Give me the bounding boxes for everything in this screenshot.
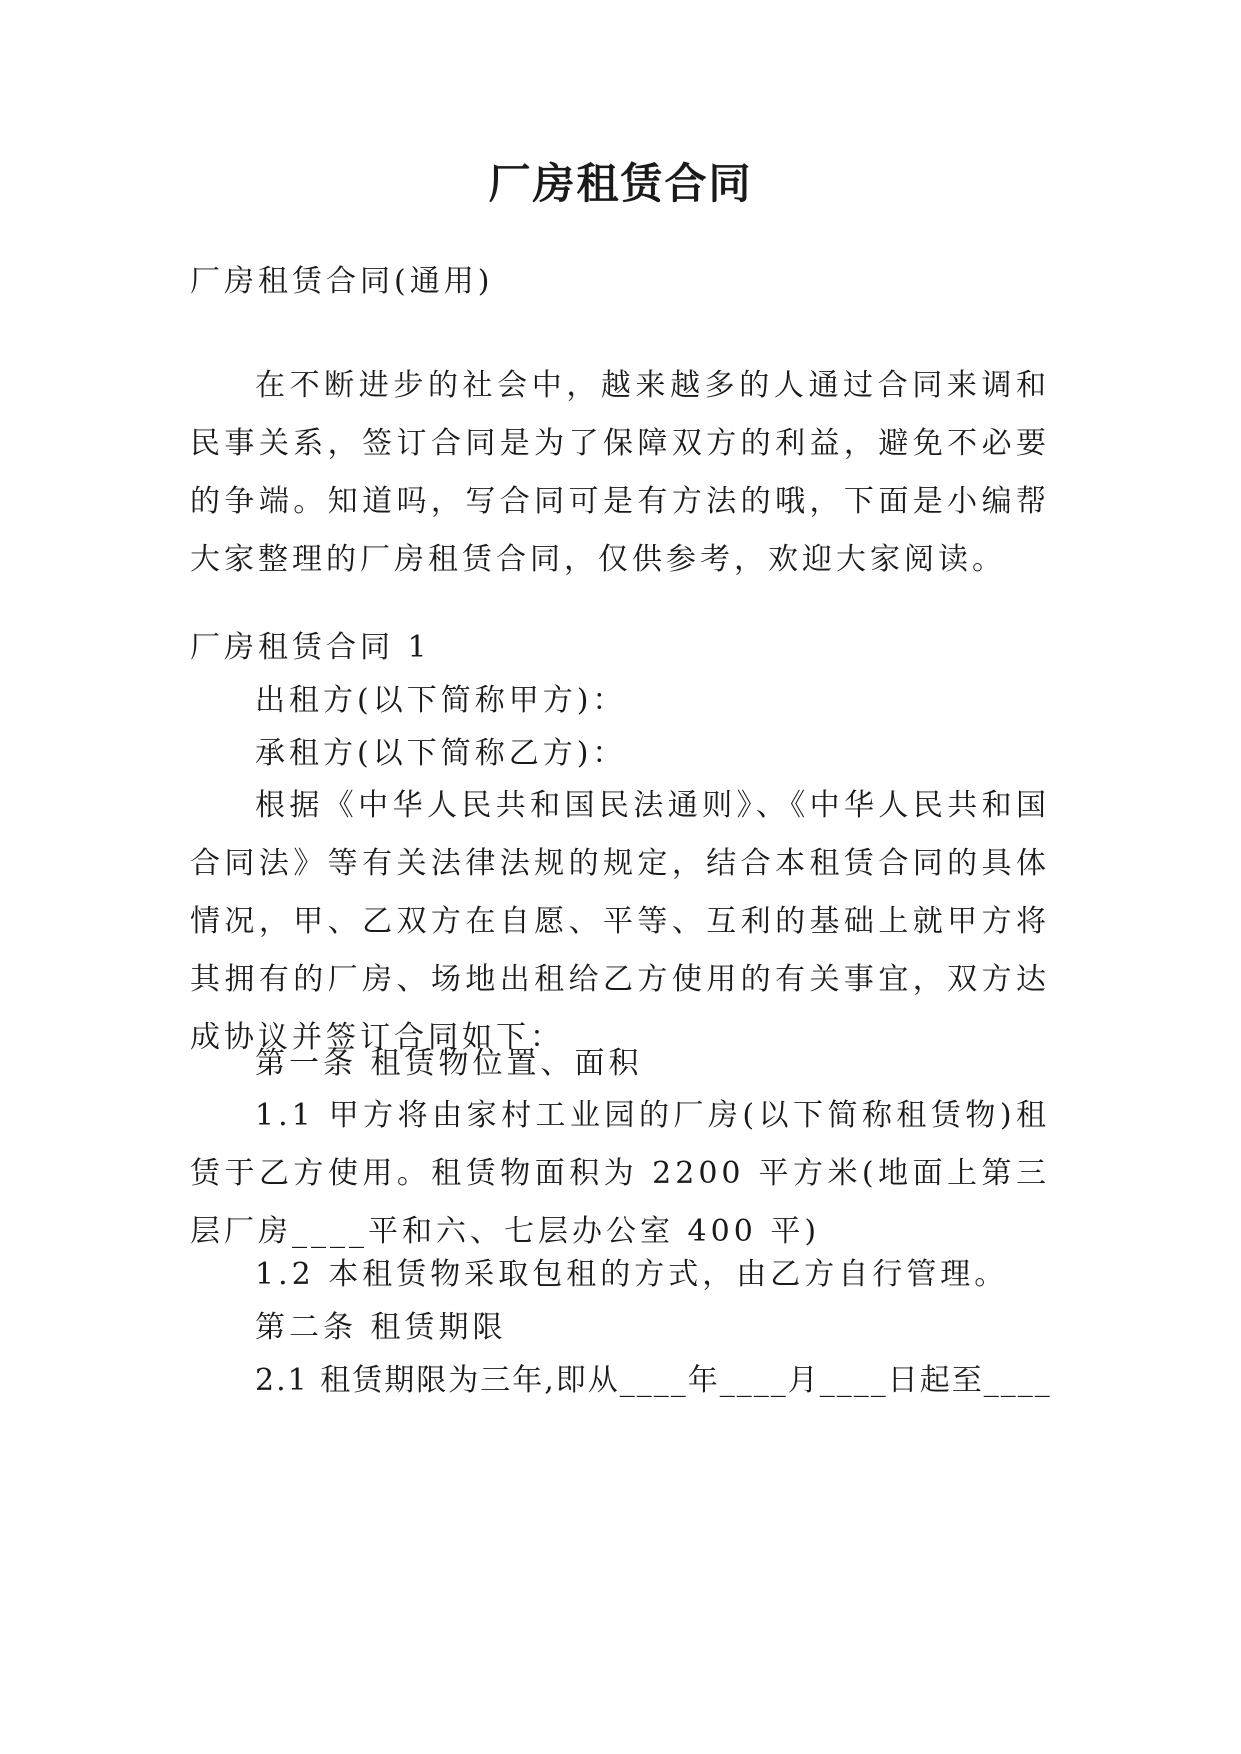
document-title: 厂房租赁合同 (488, 159, 753, 208)
lessor-line: 出租方(以下简称甲方)： (255, 683, 627, 718)
section-heading: 厂房租赁合同 1 (190, 630, 431, 665)
clause-1-2: 1.2 本租赁物采取包租的方式，由乙方自行管理。 (255, 1257, 1009, 1292)
intro-paragraph: 在不断进步的社会中，越来越多的人通过合同来调和民事关系，签订合同是为了保障双方的利益，避免不必要的争端。知道吗，写合同可是有方法的哦，下面是小编帮大家整理的厂房租赁合同，仅供参考，欢迎大家阅读。 (190, 368, 1050, 577)
clause-2-1: 2.1 租赁期限为三年,即从____年____月____日起至____ (255, 1363, 1052, 1398)
clause-1-1: 1.1 甲方将由家村工业园的厂房(以下简称租赁物)租赁于乙方使用。租赁物面积为 2200 平方米(地面上第三层厂房____平和六、七层办公室 400 平) (190, 1098, 1050, 1249)
document-subtitle: 厂房租赁合同(通用) (190, 264, 494, 299)
lessee-line: 承租方(以下简称乙方)： (255, 736, 627, 771)
article-1-title: 第一条 租赁物位置、面积 (255, 1046, 643, 1081)
basis-paragraph: 根据《中华人民共和国民法通则》、《中华人民共和国合同法》等有关法律法规的规定，结合本租赁合同的具体情况，甲、乙双方在自愿、平等、互利的基础上就甲方将其拥有的厂房、场地出租给乙方使用的有关事宜，双方达成协议并签订合同如下： (190, 788, 1050, 1055)
article-2-title: 第二条 租赁期限 (255, 1310, 507, 1345)
